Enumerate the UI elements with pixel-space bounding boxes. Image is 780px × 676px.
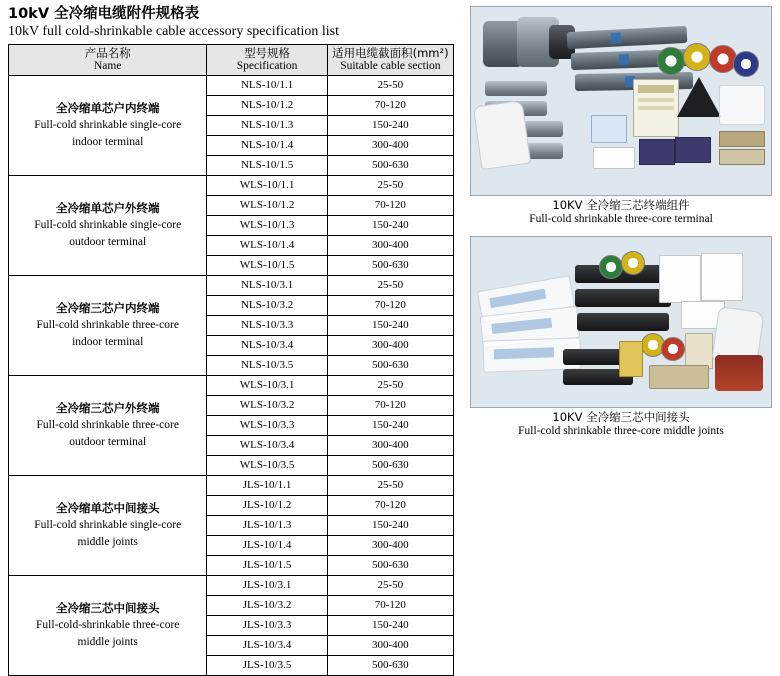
column-header-section — [327, 45, 453, 76]
product-name-cell: 全冷缩三芯中间接头 Full-cold-shrinkable three-core middle joints — [9, 576, 207, 676]
model-cell: WLS-10/1.3 — [207, 216, 327, 236]
component-tape-roll — [661, 337, 685, 361]
section-cell: 70-120 — [327, 296, 453, 316]
column-header-specification-en: Specification — [236, 60, 298, 72]
model-cell: NLS-10/3.2 — [207, 296, 327, 316]
component-sealing-material — [619, 341, 643, 377]
table-row — [9, 576, 454, 596]
product-name-cell: 全冷缩三芯户外终端 Full-cold shrinkable three-core outdoor terminal — [9, 376, 207, 476]
component-connector — [675, 137, 711, 163]
section-cell: 300-400 — [327, 636, 453, 656]
section-cell: 150-240 — [327, 116, 453, 136]
model-cell: NLS-10/1.3 — [207, 116, 327, 136]
model-cell: NLS-10/3.5 — [207, 356, 327, 376]
section-cell: 70-120 — [327, 396, 453, 416]
product-name-cell: 全冷缩三芯户内终端 Full-cold shrinkable three-core indoor terminal — [9, 276, 207, 376]
section-cell: 150-240 — [327, 616, 453, 636]
photo-block-middle-joints — [470, 236, 772, 438]
spec-table-section — [8, 6, 458, 676]
model-cell: NLS-10/1.1 — [207, 76, 327, 96]
section-cell: 25-50 — [327, 276, 453, 296]
product-photos — [470, 6, 772, 448]
column-header-section-en: Suitable cable section — [340, 60, 441, 72]
photo-caption-terminal: 10KV 全冷缩三芯终端组件 Full-cold shrinkable three-core terminal — [529, 198, 713, 225]
model-cell: NLS-10/3.3 — [207, 316, 327, 336]
table-row — [9, 476, 454, 496]
model-cell: WLS-10/1.5 — [207, 256, 327, 276]
component-cable-coil — [715, 355, 763, 391]
product-name-cell: 全冷缩单芯户内终端 Full-cold shrinkable single-core indoor terminal — [9, 76, 207, 176]
component-pipe — [575, 289, 671, 307]
table-body — [9, 76, 454, 676]
model-cell: WLS-10/1.1 — [207, 176, 327, 196]
component-wire-bundle — [719, 131, 765, 147]
product-name-cell: 全冷缩单芯户外终端 Full-cold shrinkable single-core outdoor terminal — [9, 176, 207, 276]
model-cell: NLS-10/1.5 — [207, 156, 327, 176]
component-sealing-sheet — [677, 77, 721, 117]
section-cell: 150-240 — [327, 216, 453, 236]
component-instruction-sheet — [633, 79, 679, 137]
section-cell: 300-400 — [327, 436, 453, 456]
component-tape-roll — [599, 255, 623, 279]
specification-table — [8, 44, 454, 676]
product-photo-three-core-middle-joints — [470, 236, 772, 408]
component-pipe — [577, 313, 669, 331]
model-cell: WLS-10/3.3 — [207, 416, 327, 436]
component-box — [701, 253, 743, 301]
section-cell: 500-630 — [327, 156, 453, 176]
page-title-cn: 10kV 全冷缩电缆附件规格表 — [8, 6, 200, 22]
model-cell: JLS-10/1.3 — [207, 516, 327, 536]
model-cell: JLS-10/1.4 — [207, 536, 327, 556]
column-header-name-cn: 产品名称 — [84, 46, 131, 60]
component-box — [593, 147, 635, 169]
component-connector — [639, 139, 675, 165]
section-cell: 70-120 — [327, 496, 453, 516]
component-wire-bundle — [649, 365, 709, 389]
column-header-specification — [207, 45, 327, 76]
model-cell: NLS-10/1.2 — [207, 96, 327, 116]
column-header-name — [9, 45, 207, 76]
model-cell: JLS-10/3.1 — [207, 576, 327, 596]
component-tube — [567, 26, 688, 49]
component-tape-roll — [657, 47, 685, 75]
table-row — [9, 276, 454, 296]
column-header-specification-cn: 型号规格 — [244, 46, 291, 60]
component-tape-roll — [683, 43, 711, 71]
section-cell: 300-400 — [327, 136, 453, 156]
section-cell: 500-630 — [327, 456, 453, 476]
section-cell: 500-630 — [327, 556, 453, 576]
model-cell: JLS-10/1.2 — [207, 496, 327, 516]
model-cell: WLS-10/3.5 — [207, 456, 327, 476]
model-cell: JLS-10/3.5 — [207, 656, 327, 676]
component-box — [685, 333, 713, 369]
section-cell: 25-50 — [327, 576, 453, 596]
section-cell: 150-240 — [327, 516, 453, 536]
section-cell: 70-120 — [327, 596, 453, 616]
component-tube — [485, 81, 547, 96]
component-wire-bundle — [719, 149, 765, 165]
photo-block-terminal — [470, 6, 772, 226]
section-cell: 70-120 — [327, 196, 453, 216]
component-bag — [719, 85, 765, 125]
table-row — [9, 176, 454, 196]
component-tape-roll — [621, 251, 645, 275]
model-cell: NLS-10/3.4 — [207, 336, 327, 356]
model-cell: JLS-10/1.1 — [207, 476, 327, 496]
component-gloves — [473, 100, 531, 170]
section-cell: 300-400 — [327, 536, 453, 556]
section-cell: 25-50 — [327, 376, 453, 396]
model-cell: JLS-10/3.3 — [207, 616, 327, 636]
section-cell: 25-50 — [327, 76, 453, 96]
section-cell: 70-120 — [327, 96, 453, 116]
model-cell: WLS-10/1.4 — [207, 236, 327, 256]
section-cell: 150-240 — [327, 416, 453, 436]
section-cell: 500-630 — [327, 256, 453, 276]
model-cell: JLS-10/3.2 — [207, 596, 327, 616]
table-header-row — [9, 45, 454, 76]
column-header-section-cn: 适用电缆截面积(mm²) — [332, 46, 449, 60]
section-cell: 500-630 — [327, 356, 453, 376]
table-row — [9, 376, 454, 396]
page-title-en: 10kV full cold-shrinkable cable accessory specification list — [8, 24, 339, 39]
model-cell: WLS-10/3.2 — [207, 396, 327, 416]
section-cell: 25-50 — [327, 176, 453, 196]
model-cell: WLS-10/1.2 — [207, 196, 327, 216]
component-tape-roll — [733, 51, 759, 77]
model-cell: WLS-10/3.1 — [207, 376, 327, 396]
model-cell: NLS-10/1.4 — [207, 136, 327, 156]
section-cell: 300-400 — [327, 336, 453, 356]
component-box — [659, 255, 701, 303]
model-cell: JLS-10/3.4 — [207, 636, 327, 656]
model-cell: JLS-10/1.5 — [207, 556, 327, 576]
photo-caption-middle-joints: 10KV 全冷缩三芯中间接头 Full-cold shrinkable three-core middle joints — [518, 410, 724, 437]
model-cell: WLS-10/3.4 — [207, 436, 327, 456]
column-header-name-en: Name — [93, 60, 122, 72]
section-cell: 25-50 — [327, 476, 453, 496]
model-cell: NLS-10/3.1 — [207, 276, 327, 296]
section-cell: 500-630 — [327, 656, 453, 676]
table-row — [9, 76, 454, 96]
component-box — [591, 115, 627, 143]
product-name-cell: 全冷缩单芯中间接头 Full-cold shrinkable single-core middle joints — [9, 476, 207, 576]
section-cell: 300-400 — [327, 236, 453, 256]
section-cell: 150-240 — [327, 316, 453, 336]
product-photo-three-core-terminal — [470, 6, 772, 196]
